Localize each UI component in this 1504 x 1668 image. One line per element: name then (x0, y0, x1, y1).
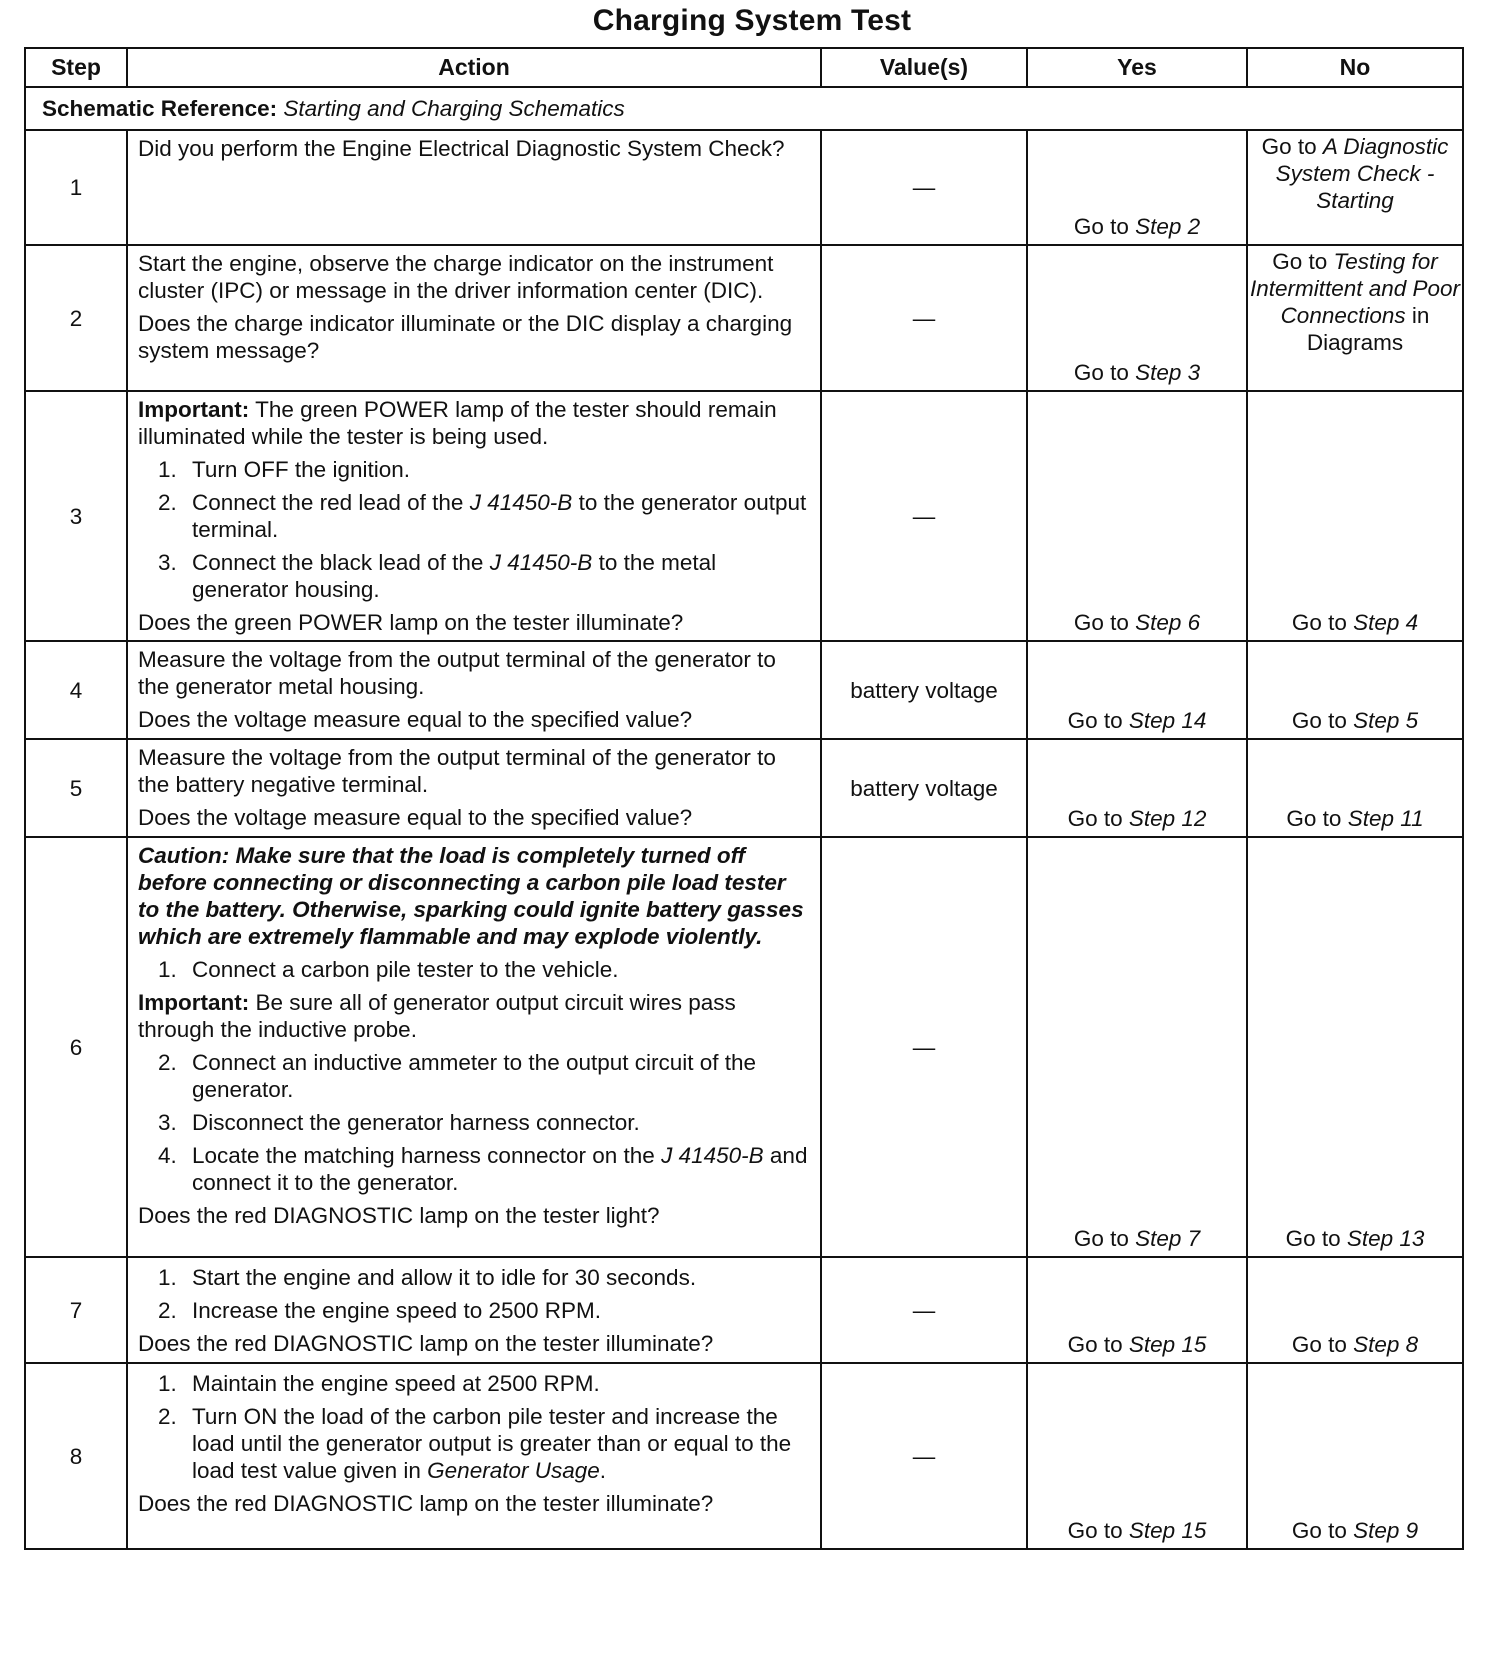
no-link[interactable]: Step 9 (1353, 1518, 1419, 1543)
important-label: Important: (138, 990, 250, 1015)
list-text-post: and connect it to the generator. (192, 1143, 808, 1195)
list-text: Connect an inductive ammeter to the output circuit of the generator. (192, 1050, 757, 1102)
list-number: 1. (158, 1371, 177, 1396)
list-item (158, 1297, 810, 1324)
action-cell (127, 130, 821, 245)
yes-cell (1027, 245, 1247, 391)
goto-label: Go to (1272, 249, 1328, 274)
list-text: Turn OFF the ignition. (192, 457, 411, 482)
list-item (158, 1264, 810, 1291)
yes-cell (1027, 837, 1247, 1257)
question-text: Does the red DIAGNOSTIC lamp on the tester illuminate? (138, 1491, 714, 1516)
no-cell (1247, 245, 1463, 391)
no-cell (1247, 1257, 1463, 1363)
step-number: 7 (25, 1257, 127, 1363)
question-text: Does the green POWER lamp on the tester illuminate? (138, 610, 684, 635)
list-text (192, 489, 810, 543)
yes-cell (1027, 391, 1247, 641)
schematic-reference (25, 87, 1463, 130)
important-text: Be sure all of generator output circuit wires pass through the inductive probe. (138, 990, 736, 1042)
no-cell (1247, 837, 1463, 1257)
list-number: 3. (158, 1110, 177, 1135)
step-number: 2 (25, 245, 127, 391)
step-number: 6 (25, 837, 127, 1257)
list-text: Maintain the engine speed at 2500 RPM. (192, 1371, 600, 1396)
list-item (158, 1109, 810, 1136)
list-text (192, 1142, 810, 1196)
tool-reference: J 41450-B (489, 550, 593, 575)
no-cell (1247, 739, 1463, 837)
list-text: Increase the engine speed to 2500 RPM. (192, 1298, 602, 1323)
list-number: 2. (158, 490, 177, 515)
list-number: 1. (158, 957, 177, 982)
no-cell (1247, 1363, 1463, 1549)
step-number: 1 (25, 130, 127, 245)
table-row (25, 391, 1463, 641)
tool-reference: J 41450-B (661, 1143, 764, 1168)
question-text: Does the red DIAGNOSTIC lamp on the tester light? (138, 1203, 660, 1228)
yes-cell (1027, 1363, 1247, 1549)
goto-label: Go to (1291, 610, 1347, 635)
step-number: 4 (25, 641, 127, 739)
no-in-text: in (1411, 303, 1430, 328)
action-cell (127, 1257, 821, 1363)
list-text-pre: Connect the red lead of the (192, 490, 464, 515)
table-row (25, 1363, 1463, 1549)
table-row (25, 1257, 1463, 1363)
yes-link[interactable]: Step 7 (1135, 1226, 1201, 1251)
goto-label: Go to (1067, 708, 1123, 733)
list-text: Connect a carbon pile tester to the vehicle. (192, 957, 619, 982)
action-cell (127, 739, 821, 837)
goto-label: Go to (1073, 214, 1129, 239)
goto-label: Go to (1291, 1518, 1347, 1543)
schematic-label: Schematic Reference: (42, 96, 278, 121)
value-cell: — (821, 391, 1027, 641)
action-text: Did you perform the Engine Electrical Diagnostic System Check? (138, 136, 785, 161)
list-number: 1. (158, 1265, 177, 1290)
question-text: Does the voltage measure equal to the specified value? (138, 805, 693, 830)
caution-note: Caution: Make sure that the load is completely turned off before connecting or disconnecting a carbon pile load tester to the battery. Otherwise, sparking could ignite battery gasses which are extremely flammable and may explode violently. (138, 843, 804, 949)
generator-usage-link[interactable]: Generator Usage (427, 1458, 600, 1483)
list-item (158, 956, 810, 983)
list-number: 2. (158, 1050, 177, 1075)
question-text: Does the voltage measure equal to the specified value? (138, 707, 693, 732)
list-text-pre: Locate the matching harness connector on the (192, 1143, 655, 1168)
value-cell: — (821, 245, 1027, 391)
list-number: 1. (158, 457, 177, 482)
goto-label: Go to (1067, 1518, 1123, 1543)
action-cell (127, 245, 821, 391)
action-cell (127, 641, 821, 739)
yes-link[interactable]: Step 14 (1128, 708, 1207, 733)
list-item (158, 1049, 810, 1103)
yes-cell (1027, 739, 1247, 837)
list-number: 2. (158, 1404, 177, 1429)
important-text: The green POWER lamp of the tester should remain illuminated while the tester is being used. (138, 397, 777, 449)
list-item (158, 1403, 810, 1484)
action-cell (127, 1363, 821, 1549)
header-action: Action (127, 48, 821, 87)
value-cell: — (821, 1363, 1027, 1549)
step-number: 8 (25, 1363, 127, 1549)
action-text: Measure the voltage from the output terminal of the generator to the generator metal housing. (138, 647, 776, 699)
goto-label: Go to (1067, 1332, 1123, 1357)
step-number: 5 (25, 739, 127, 837)
question-text: Does the red DIAGNOSTIC lamp on the tester illuminate? (138, 1331, 714, 1356)
list-number: 2. (158, 1298, 177, 1323)
no-link[interactable]: Step 8 (1353, 1332, 1419, 1357)
step-number: 3 (25, 391, 127, 641)
important-note (138, 396, 810, 450)
no-link[interactable]: Testing for Intermittent and Poor Connections (1249, 249, 1461, 328)
list-number: 4. (158, 1143, 177, 1168)
goto-label: Go to (1067, 806, 1123, 831)
no-link[interactable]: Step 4 (1353, 610, 1419, 635)
header-step: Step (25, 48, 127, 87)
list-text: Start the engine and allow it to idle for 30 seconds. (192, 1265, 697, 1290)
yes-link[interactable]: Step 15 (1128, 1518, 1207, 1543)
action-text: Start the engine, observe the charge indicator on the instrument cluster (IPC) or message in the driver information center (DIC). (138, 251, 774, 303)
goto-label: Go to (1073, 610, 1129, 635)
no-suffix: Diagrams (1306, 330, 1404, 355)
value-cell: — (821, 837, 1027, 1257)
value-cell: battery voltage (821, 739, 1027, 837)
header-row (25, 48, 1463, 87)
list-text-post: to the generator output terminal. (192, 490, 807, 542)
header-no: No (1247, 48, 1463, 87)
tool-reference: J 41450-B (469, 490, 573, 515)
no-link[interactable]: A Diagnostic System Check - Starting (1275, 134, 1449, 213)
yes-cell (1027, 130, 1247, 245)
value-cell: — (821, 1257, 1027, 1363)
value-cell: — (821, 130, 1027, 245)
list-number: 3. (158, 550, 177, 575)
yes-link[interactable]: Step 3 (1135, 360, 1201, 385)
table-row (25, 837, 1463, 1257)
goto-label: Go to (1073, 360, 1129, 385)
yes-link[interactable]: Step 15 (1128, 1332, 1207, 1357)
charging-system-test-table (24, 47, 1464, 1550)
action-cell (127, 837, 821, 1257)
list-item (158, 549, 810, 603)
list-item (158, 456, 810, 483)
list-text-pre: Turn ON the load of the carbon pile tester and increase the load until the generator output is greater than or equal to the load test value given in (192, 1404, 792, 1483)
goto-label: Go to (1286, 806, 1342, 831)
no-link[interactable]: Step 13 (1346, 1226, 1425, 1251)
list-item (158, 489, 810, 543)
yes-link[interactable]: Step 2 (1135, 214, 1201, 239)
goto-label: Go to (1073, 1226, 1129, 1251)
no-cell (1247, 391, 1463, 641)
list-text-pre: Connect the black lead of the (192, 550, 484, 575)
goto-label: Go to (1291, 1332, 1347, 1357)
question-text: Does the charge indicator illuminate or the DIC display a charging system message? (138, 311, 793, 363)
list-text (192, 1403, 810, 1484)
page-title: Charging System Test (592, 4, 912, 37)
list-item (158, 1142, 810, 1196)
yes-cell (1027, 1257, 1247, 1363)
list-text-tail: . (599, 1458, 607, 1483)
table-row (25, 739, 1463, 837)
list-text: Disconnect the generator harness connector. (192, 1110, 640, 1135)
goto-label: Go to (1291, 708, 1347, 733)
action-cell (127, 391, 821, 641)
schematic-link[interactable]: Starting and Charging Schematics (283, 96, 625, 121)
yes-link[interactable]: Step 12 (1128, 806, 1207, 831)
table-row (25, 245, 1463, 391)
list-text (192, 549, 810, 603)
no-link[interactable]: Step 11 (1347, 806, 1424, 831)
goto-label: Go to (1285, 1226, 1341, 1251)
header-yes: Yes (1027, 48, 1247, 87)
value-cell: battery voltage (821, 641, 1027, 739)
table-row (25, 130, 1463, 245)
schematic-reference-row (25, 87, 1463, 130)
goto-label: Go to (1261, 134, 1317, 159)
no-cell (1247, 641, 1463, 739)
important-label: Important: (138, 397, 250, 422)
list-item (158, 1370, 810, 1397)
no-cell (1247, 130, 1463, 245)
yes-cell (1027, 641, 1247, 739)
list-text-post: to the metal generator housing. (192, 550, 717, 602)
no-link[interactable]: Step 5 (1353, 708, 1419, 733)
header-values: Value(s) (821, 48, 1027, 87)
yes-link[interactable]: Step 6 (1135, 610, 1201, 635)
table-row (25, 641, 1463, 739)
action-text: Measure the voltage from the output terminal of the generator to the battery negative terminal. (138, 745, 776, 797)
important-note (138, 989, 810, 1043)
